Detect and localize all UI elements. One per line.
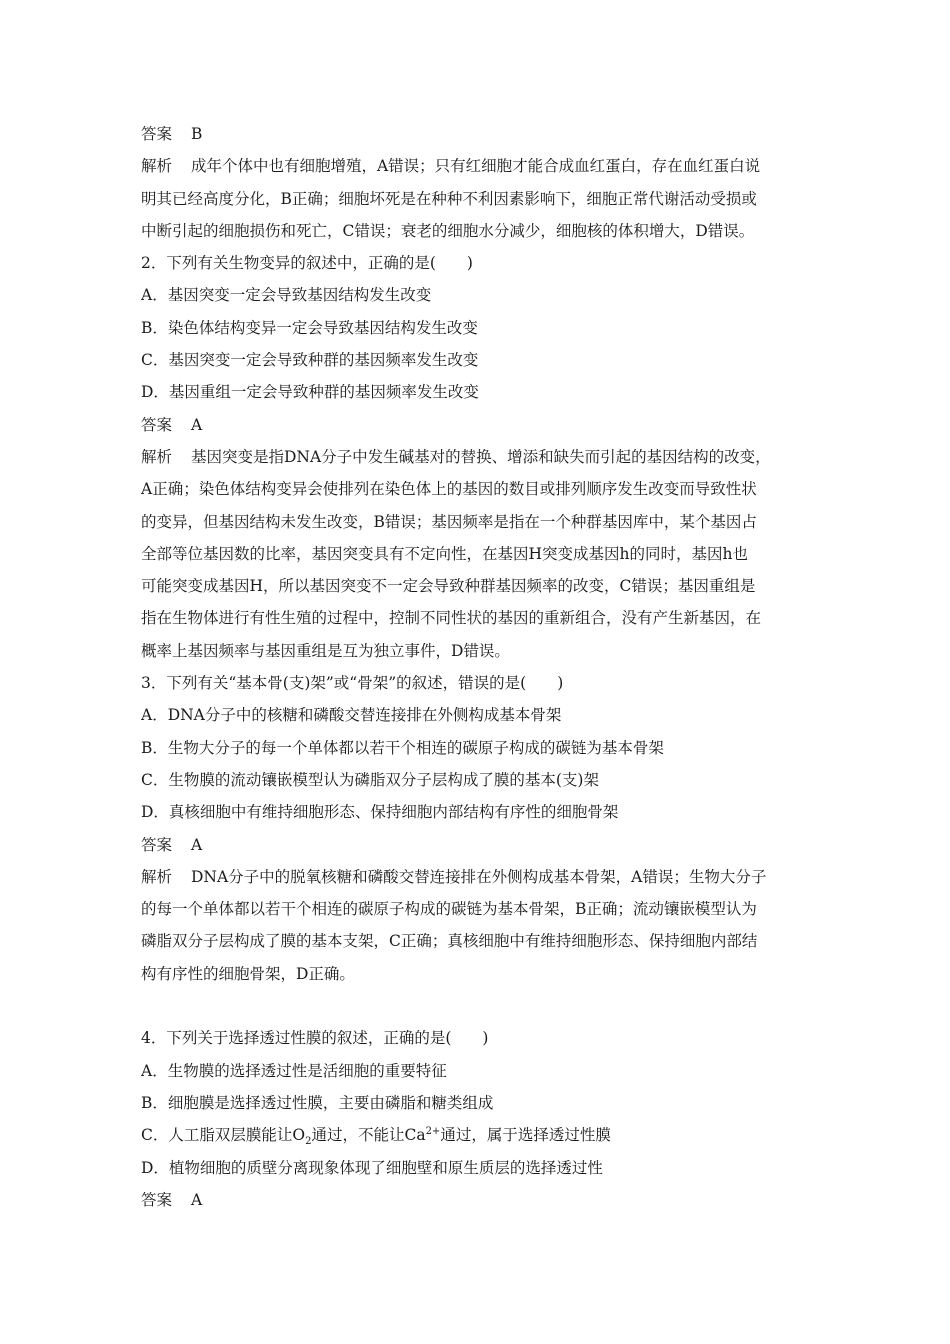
q1-answer (141, 118, 821, 150)
analysis-label: 解析 (141, 157, 173, 176)
q4-answer (141, 1184, 821, 1216)
answer-label: 答案 (141, 1190, 173, 1209)
q2-option-d: D．基因重组一定会导致种群的基因频率发生改变 (141, 383, 479, 402)
q2-analysis-line: 的变异，但基因结构未发生改变，B错误；基因频率是指在一个种群基因库中，某个基因占 (141, 512, 757, 531)
q3-analysis-line (141, 861, 821, 893)
q3-answer (141, 829, 821, 861)
q2-answer (141, 409, 821, 441)
option-text: C．人工脂双层膜能让O (141, 1126, 306, 1145)
answer-value: A (190, 835, 203, 854)
superscript: 2+ (425, 1126, 441, 1138)
analysis-text: 成年个体中也有细胞增殖，A错误；只有红细胞才能合成血红蛋白，存在血红蛋白说 (190, 157, 761, 176)
q3-analysis-line: 的每一个单体都以若干个相连的碳原子构成的碳链为基本骨架，B正确；流动镶嵌模型认为 (141, 900, 757, 919)
q2-analysis-line: 可能突变成基因H，所以基因突变不一定会导致种群基因频率的改变，C错误；基因重组是 (141, 577, 756, 596)
q2-analysis-line: 概率上基因频率与基因重组是互为独立事件，D错误。 (141, 641, 510, 660)
subscript: 2 (305, 1136, 312, 1148)
q2-analysis-line: 指在生物体进行有性生殖的过程中，控制不同性状的基因的重新组合，没有产生新基因，在 (141, 609, 762, 628)
analysis-label: 解析 (141, 447, 173, 466)
q4-option-b: B．细胞膜是选择透过性膜，主要由磷脂和糖类组成 (141, 1093, 494, 1112)
q2-stem: 2．下列有关生物变异的叙述中，正确的是( ) (141, 254, 473, 273)
q3-option-d: D．真核细胞中有维持细胞形态、保持细胞内部结构有序性的细胞骨架 (141, 803, 619, 822)
q2-analysis-line (141, 441, 821, 473)
q2-option-b: B．染色体结构变异一定会导致基因结构发生改变 (141, 318, 478, 337)
option-text: 通过，不能让Ca (311, 1126, 426, 1145)
answer-label: 答案 (141, 125, 173, 143)
document-content (141, 118, 821, 1216)
q4-option-c (141, 1119, 821, 1151)
q4-stem: 4．下列关于选择透过性膜的叙述，正确的是( ) (141, 1029, 489, 1048)
q2-analysis-line: A正确；染色体结构变异会使排列在染色体上的基因的数目或排列顺序发生改变而导致性状 (141, 480, 757, 499)
q3-stem: 3．下列有关“基本骨(支)架”或“骨架”的叙述，错误的是( ) (141, 674, 564, 693)
q3-option-c: C．生物膜的流动镶嵌模型认为磷脂双分子层构成了膜的基本(支)架 (141, 770, 599, 789)
answer-value: A (190, 1190, 203, 1209)
q3-analysis-line: 构有序性的细胞骨架，D正确。 (141, 964, 355, 983)
q3-option-b: B．生物大分子的每一个单体都以若干个相连的碳原子构成的碳链为基本骨架 (141, 738, 664, 757)
analysis-label: 解析 (141, 867, 173, 886)
q2-analysis-line: 全部等位基因数的比率，基因突变具有不定向性，在基因H突变成基因h的同时，基因h也 (141, 544, 748, 563)
q3-option-a: A．DNA分子中的核糖和磷酸交替连接排在外侧构成基本骨架 (141, 706, 562, 725)
q3-analysis-line: 磷脂双分子层构成了膜的基本支架，C正确；真核细胞中有维持细胞形态、保持细胞内部结 (141, 932, 758, 951)
answer-label: 答案 (141, 835, 173, 854)
q2-option-a: A．基因突变一定会导致基因结构发生改变 (141, 286, 432, 305)
q4-option-a: A．生物膜的选择透过性是活细胞的重要特征 (141, 1061, 447, 1080)
q2-option-c: C．基因突变一定会导致种群的基因频率发生改变 (141, 351, 479, 370)
q4-option-d: D．植物细胞的质壁分离现象体现了细胞壁和原生质层的选择透过性 (141, 1158, 603, 1177)
q1-analysis-line (141, 150, 821, 182)
q1-analysis-line: 明其已经高度分化，B正确；细胞坏死是在种种不利因素影响下，细胞正常代谢活动受损或 (141, 189, 757, 208)
analysis-text: 基因突变是指DNA分子中发生碱基对的替换、增添和缺失而引起的基因结构的改变， (190, 447, 771, 466)
spacer (141, 990, 821, 1022)
answer-value: B (190, 125, 203, 143)
analysis-text: DNA分子中的脱氧核糖和磷酸交替连接排在外侧构成基本骨架，A错误；生物大分子 (190, 867, 767, 886)
answer-label: 答案 (141, 415, 173, 434)
answer-value: A (190, 415, 203, 434)
q1-analysis-line: 中断引起的细胞损伤和死亡，C错误；衰老的细胞水分减少，细胞核的体积增大，D错误。 (141, 221, 755, 240)
option-text: 通过，属于选择透过性膜 (440, 1126, 611, 1145)
